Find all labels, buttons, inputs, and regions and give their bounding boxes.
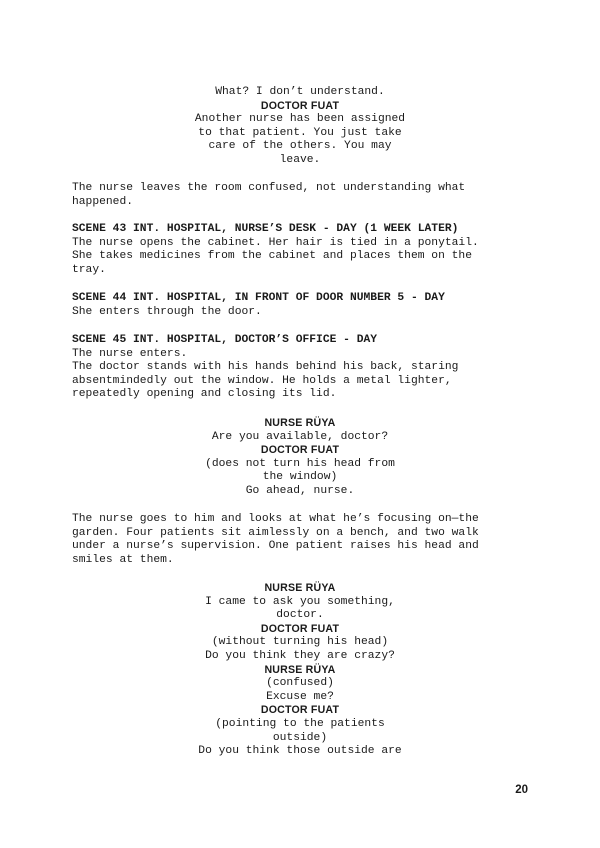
parenthetical: (without turning his head)	[211, 636, 389, 649]
action-line: garden. Four patients sit aimlessly on a bench, and two walk	[72, 526, 479, 539]
action-line: The nurse goes to him and looks at what he’s focusing on—the	[72, 513, 479, 525]
dialogue-line: leave.	[279, 153, 321, 166]
parenthetical: (confused)	[266, 677, 334, 690]
action-block	[72, 223, 528, 277]
action-line: The doctor stands with his hands behind his back, staring	[72, 361, 459, 374]
action-line: tray.	[72, 263, 106, 276]
character-name: DOCTOR FUAT	[260, 99, 340, 112]
dialogue-line: Another nurse has been assigned	[194, 113, 406, 126]
dialogue-line: Excuse me?	[266, 690, 334, 703]
dialogue-line: Do you think they are crazy?	[205, 649, 395, 662]
dialogue-line: care of the others. You may	[208, 140, 392, 153]
parenthetical: (pointing to the patients	[215, 717, 385, 730]
character-name: DOCTOR FUAT	[260, 704, 340, 717]
dialogue-block	[160, 417, 440, 499]
scene-heading: SCENE 44 INT. HOSPITAL, IN FRONT OF DOOR NUMBER 5 - DAY	[72, 292, 445, 304]
dialogue-line: Do you think those outside are	[198, 745, 402, 758]
dialogue-line: What? I don’t understand.	[215, 86, 385, 98]
action-block	[72, 513, 528, 567]
dialogue-line: I came to ask you something,	[205, 595, 395, 608]
character-name: NURSE RÜYA	[264, 582, 336, 594]
dialogue-line: outside)	[272, 731, 328, 744]
action-line: She takes medicines from the cabinet and places them on the	[72, 250, 472, 263]
page-number: 20	[515, 784, 528, 796]
scene-heading: SCENE 45 INT. HOSPITAL, DOCTOR’S OFFICE - DAY	[72, 334, 378, 346]
dialogue-line: Go ahead, nurse.	[245, 484, 355, 497]
action-line: The nurse opens the cabinet. Her hair is tied in a ponytail.	[72, 236, 479, 249]
dialogue-block	[160, 86, 440, 168]
action-line: absentmindedly out the window. He holds a metal lighter,	[72, 374, 452, 387]
dialogue-line: the window)	[262, 471, 338, 484]
action-line: She enters through the door.	[72, 305, 262, 318]
character-name: DOCTOR FUAT	[260, 444, 340, 457]
character-name: DOCTOR FUAT	[260, 622, 340, 635]
action-line: happened.	[72, 195, 134, 208]
scene-heading: SCENE 43 INT. HOSPITAL, NURSE’S DESK - DAY (1 WEEK LATER)	[72, 223, 459, 235]
dialogue-line: to that patient. You just take	[198, 126, 402, 139]
action-line: under a nurse’s supervision. One patient raises his head and	[72, 540, 479, 553]
parenthetical: (does not turn his head from	[205, 457, 395, 470]
action-block	[72, 334, 528, 402]
action-block	[72, 182, 528, 209]
dialogue-line: doctor.	[276, 609, 324, 622]
action-block	[72, 292, 528, 319]
action-line: The nurse enters.	[72, 347, 188, 360]
dialogue-line: Are you available, doctor?	[211, 430, 389, 443]
dialogue-block	[160, 582, 440, 759]
action-line: smiles at them.	[72, 553, 174, 566]
character-name: NURSE RÜYA	[264, 417, 336, 429]
action-line: repeatedly opening and closing its lid.	[72, 388, 337, 401]
character-name: NURSE RÜYA	[264, 663, 336, 676]
action-line: The nurse leaves the room confused, not understanding what	[72, 182, 466, 194]
